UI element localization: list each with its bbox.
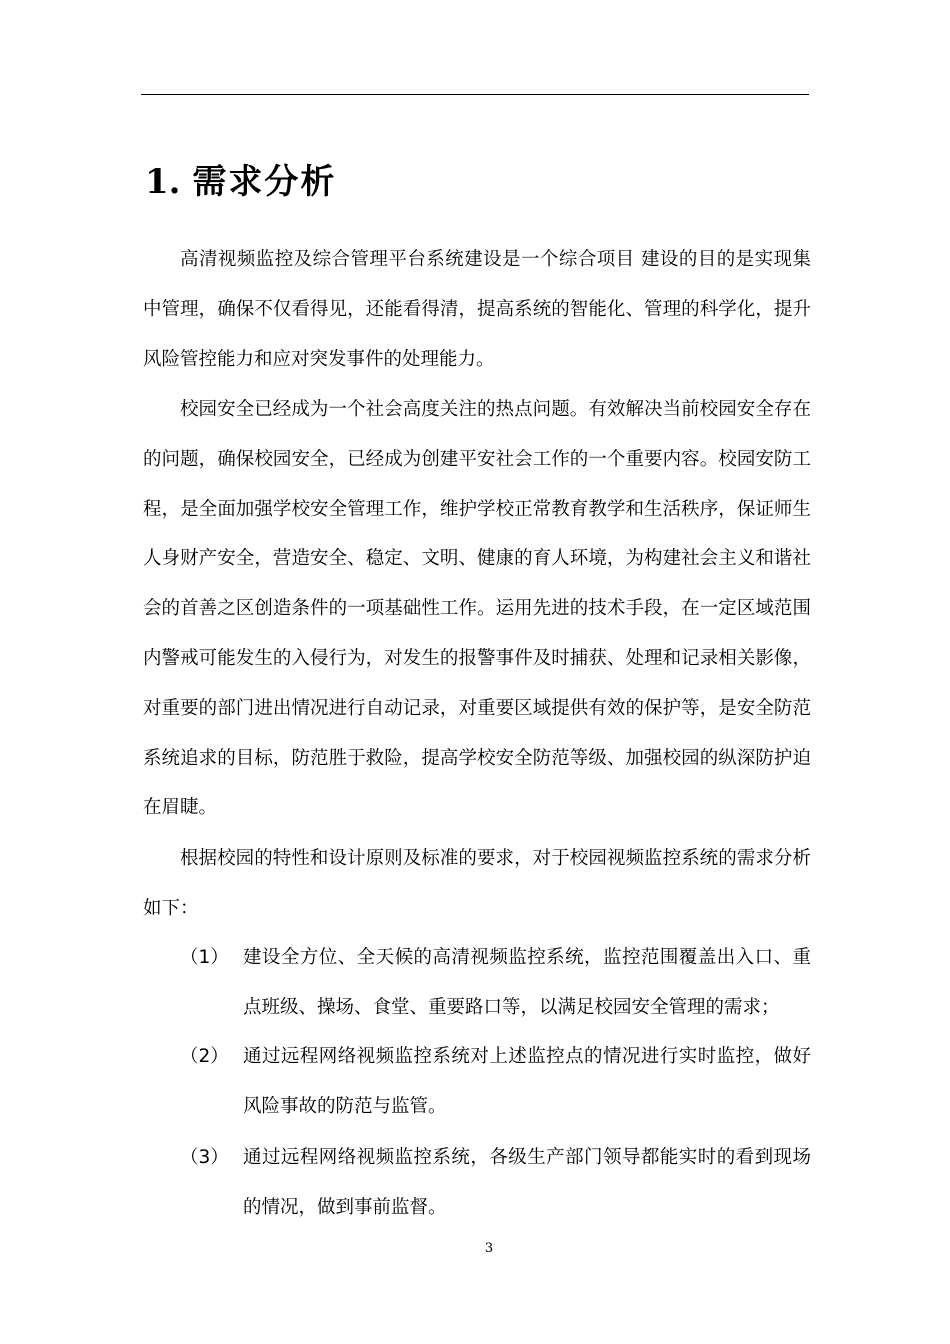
requirement-marker: （2） [180, 1046, 229, 1067]
section-number: 1. [145, 162, 181, 202]
requirement-item [143, 933, 811, 1032]
requirement-text: 建设全方位、全天候的高清视频监控系统，监控范围覆盖出入口、重点班级、操场、食堂、重要路口等，以满足校园安全管理的需求； [243, 947, 811, 1018]
paragraph-campus-safety: 校园安全已经成为一个社会高度关注的热点问题。有效解决当前校园安全存在的问题，确保校园安全，已经成为创建平安社会工作的一个重要内容。校园安防工程，是全面加强学校安全管理工作，维护学校正常教育教学和生活秩序，保证师生人身财产安全，营造安全、稳定、文明、健康的育人环境，为构建社会主义和谐社会的首善之区创造条件的一项基础性工作。运用先进的技术手段，在一定区域范围内警戒可能发生的入侵行为，对发生的报警事件及时捕获、处理和记录相关影像，对重要的部门进出情况进行自动记录，对重要区域提供有效的保护等，是安全防范系统追求的目标，防范胜于救险，提高学校安全防范等级、加强校园的纵深防护迫在眉睫。 [143, 399, 811, 819]
requirement-marker: （3） [180, 1147, 229, 1168]
paragraph-requirements-intro: 根据校园的特性和设计原则及标准的要求，对于校园视频监控系统的需求分析如下： [143, 848, 811, 919]
section-heading [145, 152, 336, 212]
requirement-item [143, 1032, 811, 1131]
section-title: 需求分析 [192, 162, 337, 202]
requirement-text: 通过远程网络视频监控系统对上述监控点的情况进行实时监控，做好风险事故的防范与监管。 [243, 1046, 811, 1117]
requirement-item [143, 1133, 811, 1232]
header-rule [141, 94, 809, 95]
paragraph-project-goal: 高清视频监控及综合管理平台系统建设是一个综合项目 建设的目的是实现集中管理，确保不仅看得见，还能看得清，提高系统的智能化、管理的科学化，提升风险管控能力和应对突发事件的处理能力。 [143, 249, 811, 370]
requirement-text: 通过远程网络视频监控系统，各级生产部门领导都能实时的看到现场的情况，做到事前监督。 [243, 1147, 811, 1218]
requirement-marker: （1） [180, 947, 229, 968]
page-number: 3 [484, 1241, 494, 1256]
